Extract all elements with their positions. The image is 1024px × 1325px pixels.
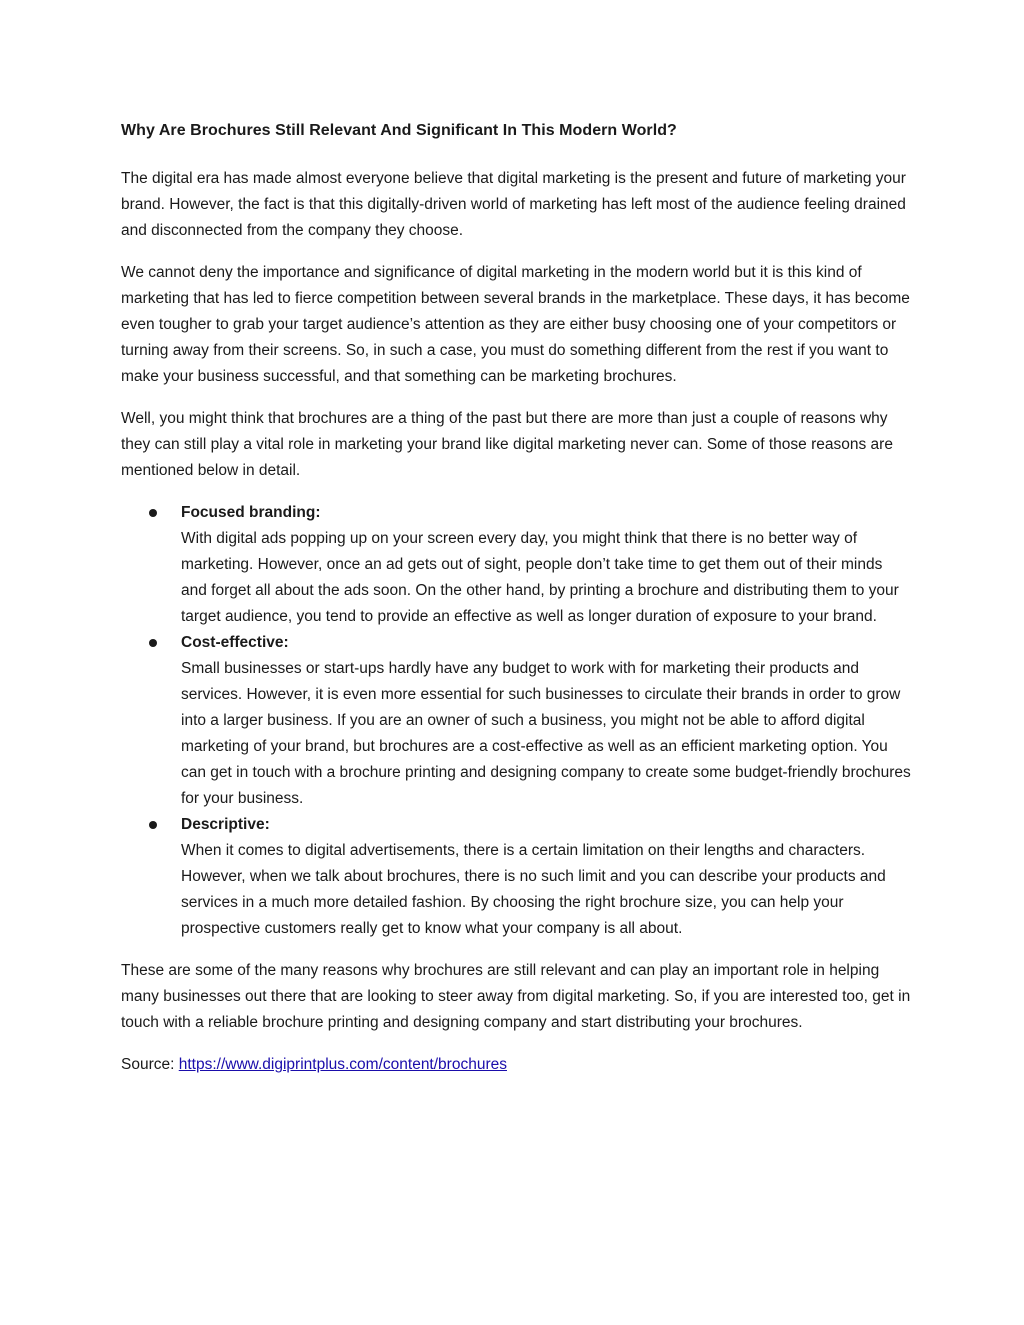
list-item <box>121 812 911 942</box>
bullet-heading: Focused branding: <box>181 504 321 521</box>
bullet-text: Small businesses or start-ups hardly have any budget to work with for marketing their products and services. However, it is even more essential for such businesses to circulate their brands in order to grow into a larger business. If you are an owner of such a business, you might not be able to afford digital marketing of your brand, but brochures are a cost-effective as well as an efficient marketing option. You can get in touch with a brochure printing and designing company to create some budget-friendly brochures for your business. <box>181 660 911 807</box>
bullet-text: When it comes to digital advertisements, there is a certain limitation on their lengths and characters. However, when we talk about brochures, there is no such limit and you can describe your products and services in a much more detailed fashion. By choosing the right brochure size, you can help your prospective customers really get to know what your company is all about. <box>181 842 886 937</box>
bullet-heading: Descriptive: <box>181 816 270 833</box>
bullet-heading: Cost-effective: <box>181 634 289 651</box>
intro-paragraph-2: We cannot deny the importance and significance of digital marketing in the modern world but it is this kind of marketing that has led to fierce competition between several brands in the marketplace. These days, it has become even tougher to grab your target audience’s attention as they are either busy choosing one of your competitors or turning away from their screens. So, in such a case, you must do something different from the rest if you want to make your business successful, and that something can be marketing brochures. <box>121 264 910 385</box>
bullet-text: With digital ads popping up on your screen every day, you might think that there is no better way of marketing. However, once an ad gets out of sight, people don’t take time to get them out of their minds and forget all about the ads soon. On the other hand, by printing a brochure and distributing them to your target audience, you tend to provide an effective as well as longer duration of exposure to your brand. <box>181 530 899 625</box>
list-item <box>121 630 911 812</box>
source-label: Source: <box>121 1056 179 1073</box>
reasons-list <box>121 500 911 942</box>
source-line <box>121 1052 911 1078</box>
bullet-icon <box>149 639 157 647</box>
document-title: Why Are Brochures Still Relevant And Significant In This Modern World? <box>121 122 677 139</box>
bullet-icon <box>149 821 157 829</box>
intro-paragraph-1: The digital era has made almost everyone believe that digital marketing is the present and future of marketing your brand. However, the fact is that this digitally-driven world of marketing has left most of the audience feeling drained and disconnected from the company they choose. <box>121 170 906 239</box>
conclusion-paragraph: These are some of the many reasons why brochures are still relevant and can play an important role in helping many businesses out there that are looking to steer away from digital marketing. So, if you are interested too, get in touch with a reliable brochure printing and designing company and start distributing your brochures. <box>121 962 911 1031</box>
document-page <box>121 118 911 1078</box>
bullet-icon <box>149 509 157 517</box>
list-item <box>121 500 911 630</box>
source-link[interactable]: https://www.digiprintplus.com/content/brochures <box>178 1056 507 1073</box>
intro-paragraph-3: Well, you might think that brochures are a thing of the past but there are more than just a couple of reasons why they can still play a vital role in marketing your brand like digital marketing never can. Some of those reasons are mentioned below in detail. <box>121 410 893 479</box>
